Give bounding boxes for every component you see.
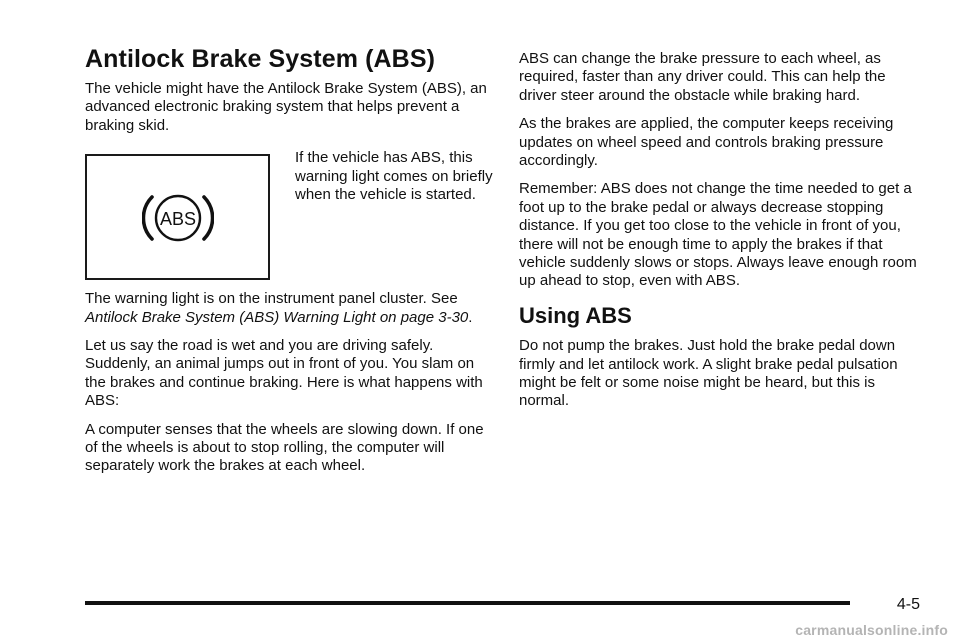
road-scenario-paragraph: Let us say the road is wet and you are driving safely. Suddenly, an animal jumps out in front of you. You slam on the brakes and continue braking. Here is what happens with ABS: xyxy=(85,337,483,410)
brake-pressure-paragraph: ABS can change the brake pressure to each wheel, as required, faster than any driver could. This can help the driver steer around the obstacle while braking hard. xyxy=(519,50,886,104)
using-abs-title: Using ABS xyxy=(519,302,632,328)
watermark: carmanualsonline.info xyxy=(795,622,948,638)
warning-light-reference: Antilock Brake System (ABS) Warning Light on page 3-30 xyxy=(85,308,469,326)
warning-light-text: The warning light is on the instrument panel cluster. See xyxy=(85,290,458,308)
using-abs-paragraph: Do not pump the brakes. Just hold the brake pedal down firmly and let antilock work. A slight brake pedal pulsation might be felt or some noise might be heard, but this is normal. xyxy=(519,337,898,410)
remember-paragraph: Remember: ABS does not change the time needed to get a foot up to the brake pedal or always decrease stopping distance. If you get too close to the vehicle in front of you, there will not be enough time to apply the brakes if that vehicle suddenly slows or stops. Always leave enough room up ahead to stop, even with ABS. xyxy=(519,180,917,290)
section-title: Antilock Brake System (ABS) xyxy=(85,45,436,73)
footer-rule xyxy=(85,601,850,605)
intro-paragraph: The vehicle might have the Antilock Brake System (ABS), an advanced electronic braking system that helps prevent a braking skid. xyxy=(85,80,487,134)
abs-warning-light-icon xyxy=(142,189,214,247)
figure-caption: If the vehicle has ABS, this warning light comes on briefly when the vehicle is started. xyxy=(295,149,493,204)
warning-light-period: . xyxy=(468,308,473,326)
page-number: 4-5 xyxy=(896,596,920,613)
left-column xyxy=(85,44,495,486)
abs-figure xyxy=(85,149,495,280)
wheel-updates-paragraph: As the brakes are applied, the computer keeps receiving updates on wheel speed and controls braking pressure accordingly. xyxy=(519,115,894,170)
abs-warning-light-box xyxy=(85,154,270,280)
abs-icon-label: ABS xyxy=(159,209,197,230)
warning-light-paragraph xyxy=(85,290,495,327)
right-column xyxy=(519,50,924,421)
computer-paragraph: A computer senses that the wheels are slowing down. If one of the wheels is about to stop rolling, the computer will separately work the brakes at each wheel. xyxy=(85,420,484,475)
